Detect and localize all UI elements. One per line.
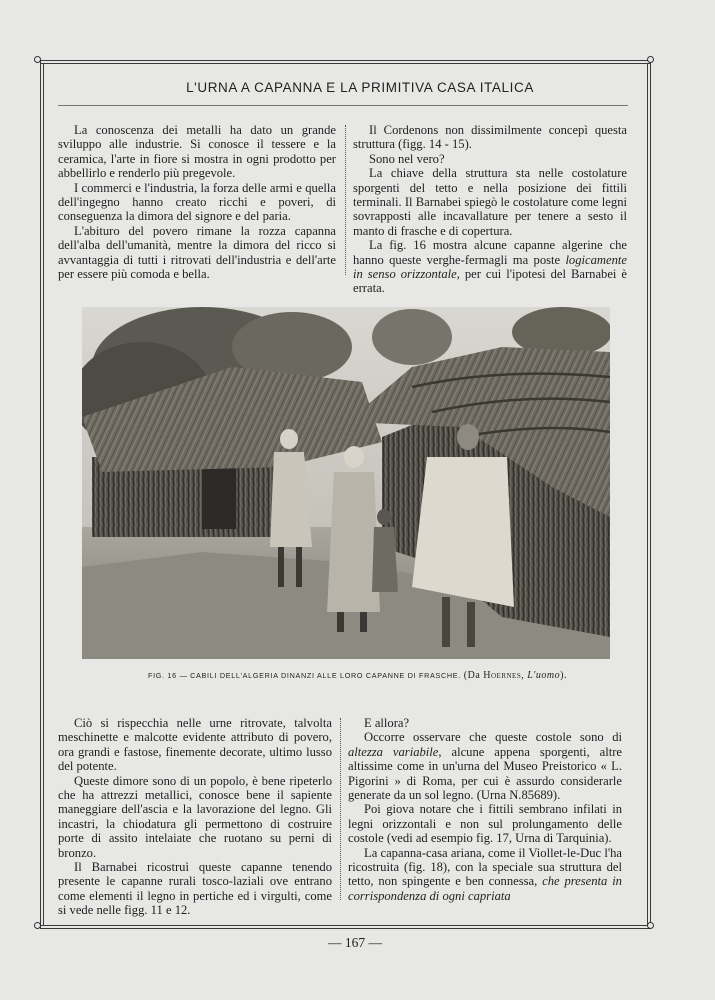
frame-left-rule <box>40 60 41 928</box>
frame-top-rule-inner <box>40 63 650 64</box>
bottom-right-column <box>348 716 622 903</box>
frame-corner-ornament <box>647 56 654 63</box>
paragraph: Il Cordenons non dissimilmente concepì questa struttura (figg. 14 - 15). <box>353 123 627 152</box>
source-author: Hoernes <box>483 670 522 681</box>
source-suffix: ). <box>560 670 567 681</box>
bottom-left-column <box>58 716 332 918</box>
paragraph: Poi giova notare che i fittili sembrano infilati in legni orizzontali e non sul prolungamento delle costole (vedi ad esempio fig. 17, Urna di Tarquinia). <box>348 802 622 846</box>
paragraph: I commerci e l'industria, la forza delle armi e quella dell'ingegno hanno creato ricchi e poveri, di conseguenza la dimora del signore e del paria. <box>58 180 336 224</box>
text-run: La fig. 16 mostra alcune capanne algerine che hanno queste verghe-fermagli ma poste <box>353 238 627 267</box>
caption-label: FIG. 16 — CABILI DELL'ALGERIA DINANZI ALLE LORO CAPANNE DI FRASCHE. <box>148 671 461 680</box>
source-prefix: (Da <box>463 670 484 681</box>
frame-bottom-rule <box>40 925 650 926</box>
paragraph: E allora? <box>364 716 410 730</box>
top-right-column <box>353 123 627 296</box>
caption-source: (Da Hoernes, L'uomo). <box>463 670 567 681</box>
paragraph: La chiave della struttura sta nelle costolature sporgenti del tetto e nella posizione dei fittili terminali. Il Barnabei spiegò le costolature come legni sovrapposti alle incavallature per tenere a sesto il manto di frasche e di copertura. <box>353 166 627 238</box>
frame-corner-ornament <box>34 56 41 63</box>
column-divider <box>345 125 346 275</box>
text-run: , alcune appena sporgenti, altre altissime come in un'urna del Museo Preistorico « L. Pigorini » di Roma, per cui è assurdo considerarle generate da un sol legno. (Urna N.85689). <box>348 744 622 803</box>
photo-illustration <box>82 307 610 659</box>
frame-left-rule-inner <box>43 63 44 925</box>
paragraph <box>353 238 627 296</box>
paragraph <box>348 846 622 904</box>
header-rule <box>58 105 628 106</box>
source-work: L'uomo <box>527 670 561 681</box>
column-divider <box>340 718 341 900</box>
italic-text: logicamente in senso orizzontale <box>353 252 627 282</box>
paragraph: La conoscenza dei metalli ha dato un grande sviluppo alle industrie. Si conosce il tessere e la ceramica, l'arte in fiore si mostra in ogni prodotto per abbellirlo e renderlo più pregevole. <box>58 123 336 181</box>
top-left-column <box>58 123 336 281</box>
paragraph: Ciò si rispecchia nelle urne ritrovate, talvolta meschinette e malcotte evidente attributo di povero, ora grandi e fastose, finemente decorate, ultimo lusso del potente. <box>58 716 332 774</box>
paragraph: Sono nel vero? <box>369 151 445 166</box>
frame-right-rule-inner <box>647 63 648 925</box>
frame-top-rule <box>40 60 650 61</box>
paragraph: Il Barnabei ricostruì queste capanne tenendo presente le capanne rurali tosco-laziali ove entrano come elementi il legno in pertiche ed i virgulti, come si vede nelle figg. 11 e 12. <box>58 860 332 918</box>
figure-caption <box>60 670 655 681</box>
page-number: — 167 — <box>328 935 382 950</box>
italic-text: altezza variabile <box>348 744 439 759</box>
paragraph: L'abituro del povero rimane la rozza capanna dell'alba dell'umanità, mentre la dimora del ricco si avvantaggia di tutti i ritrovati dell'industria e dell'arte per essere più comoda e bella. <box>58 223 336 282</box>
frame-bottom-rule-inner <box>40 928 650 929</box>
frame-corner-ornament <box>34 922 41 929</box>
frame-right-rule <box>650 60 651 928</box>
paragraph <box>348 730 622 802</box>
running-head: L'URNA A CAPANNA E LA PRIMITIVA CASA ITALICA <box>186 80 534 95</box>
paragraph: Queste dimore sono di un popolo, è bene ripeterlo che ha attrezzi metallici, conosce bene il sapiente maneggiare dell'ascia e la lavorazione del legno. Gli incastri, la chiodatura gli permettono di costruire porte di assito intelaiate che ruotano su perni di bronzo. <box>58 773 332 860</box>
figure-woman-center <box>327 446 380 632</box>
frame-corner-ornament <box>647 922 654 929</box>
text-run: , per cui l'ipotesi del Barnabei è errata. <box>353 267 627 296</box>
italic-text: che presenta in corrispondenza di ogni capriata <box>348 874 622 903</box>
text-run: La capanna-casa ariana, come il Viollet-le-Duc l'ha ricostruita (fig. 18), con la speciale sua struttura del tetto, non spingente e ben connessa, <box>348 845 622 889</box>
figure-16-photograph <box>82 307 610 659</box>
text-run: Occorre osservare che queste costole sono di <box>364 730 622 745</box>
